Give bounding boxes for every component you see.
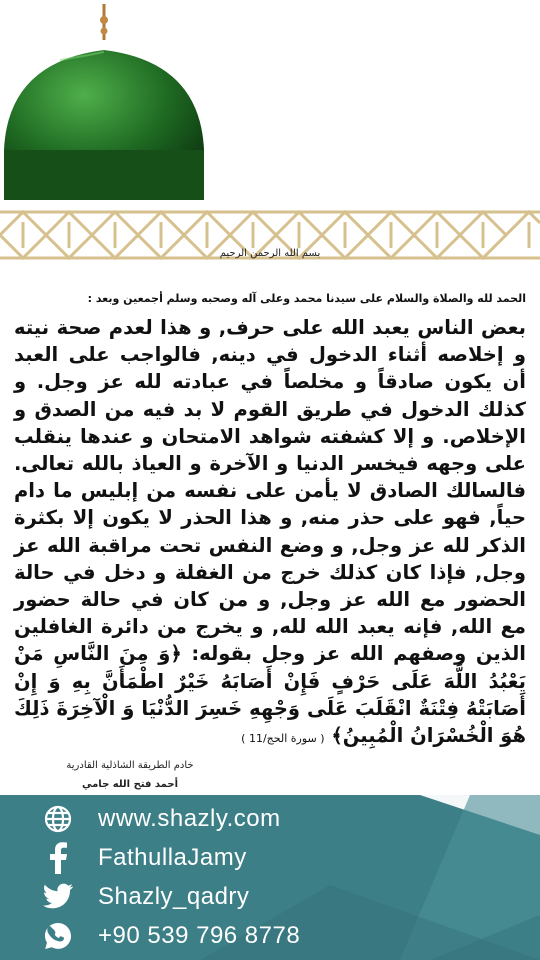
website-text[interactable]: www.shazly.com (98, 805, 281, 832)
whatsapp-text[interactable]: +90 539 796 8778 (98, 922, 301, 949)
facebook-icon (40, 840, 76, 876)
quran-reference: ( سورة الحج/11 ) (241, 732, 325, 746)
twitter-text[interactable]: Shazly_qadry (98, 883, 250, 910)
article-body (14, 314, 526, 752)
intro-text: الحمد لله والصلاة والسلام على سيدنا محمد وعلى آله وصحبه وسلم أجمعين وبعد : (87, 292, 526, 305)
basmala-text: بسم الله الرحمن الرحيم (219, 248, 321, 259)
green-dome-image (0, 0, 220, 200)
whatsapp-icon (40, 918, 76, 954)
contact-row-twitter[interactable] (40, 879, 249, 915)
globe-icon (40, 801, 76, 837)
twitter-icon (40, 879, 76, 915)
islamic-pattern-border (0, 200, 540, 270)
signature-title: خادم الطريقة الشاذلية القادرية (66, 760, 194, 771)
calligraphy-logo (290, 55, 440, 175)
signature-block (30, 760, 230, 790)
contact-row-facebook[interactable] (40, 840, 247, 876)
facebook-text[interactable]: FathullaJamy (98, 844, 247, 871)
contact-row-website[interactable] (40, 801, 281, 837)
article-body-text: بعض الناس يعبد الله على حرف, و هذا لعدم صحة نيته و إخلاصه أثناء الدخول في دينه, فالواجب على العبد أن يكون صادقاً و مخلصاً في عبادته لله عز وجل. و كذلك الدخول في طريق القوم لا بد فيه من الصدق و الإخلاص. و إلا كشفته شواهد الامتحان و عندها ينقلب على وجهه فيخسر الدنيا و الآخرة و العياذ بالله تعالى. فالسالك الصادق لا يأمن على نفسه من إبليس ما دام حياً, فهو على حذر منه, و هذا الحذر لا يكون إلا بكثرة الذكر لله عز وجل, و وضع النفس تحت مراقبة الله عز وجل, فإذا كان كذلك خرج من الغفلة و دخل في حالة الحضور مع الله عز وجل, و من كان في حالة حضور مع الله, فإنه يعبد الله لله, و يخرج من دائرة الغافلين الذين وصفهم الله عز وجل بقوله: ﴿وَ مِنَ النَّاسِ مَنْ يَعْبُدُ اللَّهَ عَلَى حَرْفٍ فَإِنْ أَصَابَهُ خَيْرٌ اطْمَأَنَّ بِهِ وَ إِنْ أَصَابَتْهُ فِتْنَةٌ انْقَلَبَ عَلَى وَجْهِهِ خَسِرَ الدُّنْيَا وَ الْآخِرَةَ ذَلِكَ هُوَ الْخُسْرَانُ الْمُبِينُ﴾ (14, 316, 526, 748)
contact-panel (0, 795, 540, 960)
header-banner (0, 0, 540, 200)
contact-row-whatsapp[interactable] (40, 918, 300, 954)
signature-name: أحمد فتح الله جامي (82, 779, 178, 790)
